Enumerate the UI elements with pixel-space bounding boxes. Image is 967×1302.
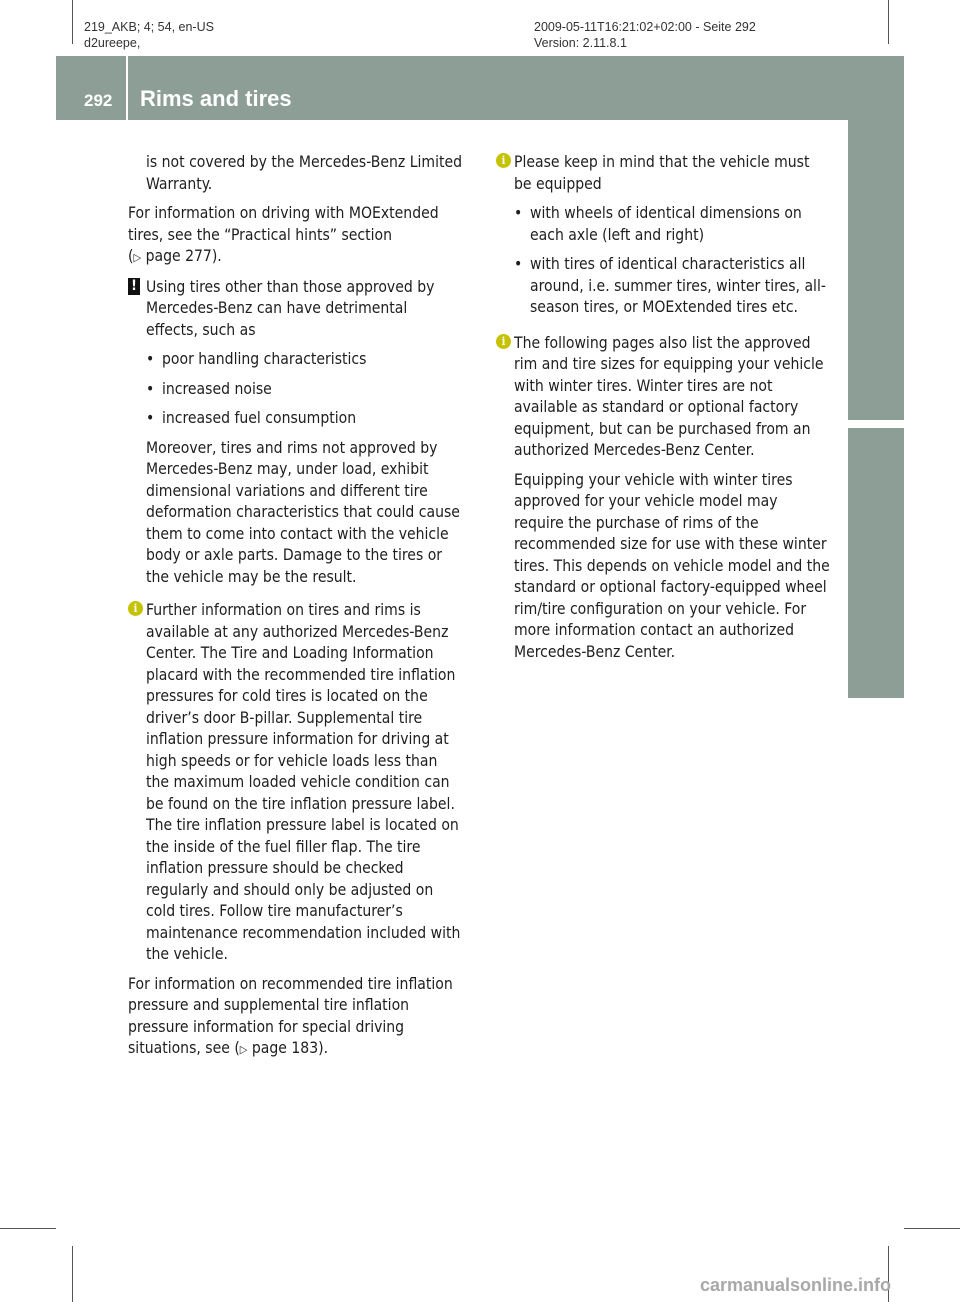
header-divider [126, 56, 128, 120]
warning-text: Using tires other than those approved by Mercedes-Benz can have detrimental effects, such as [146, 277, 435, 339]
list-item: • increased noise [146, 379, 463, 401]
info-equipment-text: Please keep in mind that the vehicle must be equipped [514, 153, 810, 193]
crop-mark-bottom-left-v [72, 1246, 73, 1302]
print-meta-right-line2: Version: 2.11.8.1 [534, 36, 627, 50]
info-notice [128, 600, 463, 966]
warning-list [146, 349, 463, 430]
page-ref-arrow-icon: ▷ [239, 1043, 248, 1056]
crop-mark-top-left-v [72, 0, 73, 44]
list-item: • with wheels of identical dimensions on each axle (left and right) [514, 203, 831, 246]
print-meta-left-line1: 219_AKB; 4; 54, en-US [84, 20, 214, 34]
info-winter-continuation: Equipping your vehicle with winter tires approved for your vehicle model may require the purchase of rims of the recommended size for use with these winter tires. This depends on vehicle model and the standard or optional factory-equipped wheel rim/tire configuration on your vehicle. For more information contact an authorized Mercedes-Benz Center. [514, 470, 830, 661]
warning-icon: ! [128, 278, 140, 295]
info-notice-winter [496, 333, 831, 664]
inflation-text: For information on recommended tire inflation pressure and supplemental tire inflation pressure information for special driving situations, see ( [128, 974, 453, 1057]
warning-notice [128, 277, 463, 589]
moextended-ref-open: ( [128, 247, 134, 265]
section-tab [848, 428, 966, 1052]
section-tab-label: Technical data [936, 873, 966, 1052]
info-notice-equipment [496, 152, 831, 319]
inflation-page-ref[interactable]: page 183). [247, 1039, 329, 1057]
moextended-page-ref[interactable]: page 277). [141, 247, 222, 265]
list-item: • with tires of identical characteristics all around, i.e. summer tires, winter tires, all-season tires, or MOExtended tires etc. [514, 254, 831, 319]
print-meta-left [84, 19, 214, 51]
warning-continuation: Moreover, tires and rims not approved by Mercedes-Benz may, under load, exhibit dimensional variations and different tire deformation characteristics that could cause them to come into contact with the vehicle body or axle parts. Damage to the tires or the vehicle may be the result. [146, 438, 460, 586]
moextended-text: For information on driving with MOExtended tires, see the “Practical hints” section [128, 204, 439, 244]
info-text: Further information on tires and rims is available at any authorized Mercedes-Benz Center. The Tire and Loading Information placard with the recommended tire inflation pressures for cold tires is located on the driver’s door B-pillar. Supplemental tire inflation pressure information for driving at high speeds or for vehicle loads less than the maximum loaded vehicle condition can be found on the tire inflation pressure label. The tire inflation pressure label is located on the inside of the fuel filler flap. The tire inflation pressure should be checked regularly and should only be adjusted on cold tires. Follow tire manufacturer’s maintenance recommendation included with the vehicle. [146, 601, 461, 963]
right-column [496, 152, 831, 671]
print-meta-left-line2: d2ureepe, [84, 36, 141, 50]
page-number: 292 [84, 91, 113, 110]
list-item: • increased fuel consumption [146, 408, 463, 430]
page-ref-arrow-icon: ▷ [133, 251, 142, 264]
equipment-list [514, 203, 831, 319]
crop-mark-bottom-right-h [904, 1228, 960, 1229]
page-title: Rims and tires [140, 86, 292, 111]
paragraph-continued: is not covered by the Mercedes-Benz Limited Warranty. [146, 153, 463, 193]
info-icon: i [496, 334, 511, 349]
info-icon: i [128, 601, 143, 616]
print-meta-right [534, 19, 756, 51]
info-icon: i [496, 153, 511, 168]
info-winter-text: The following pages also list the approved rim and tire sizes for equipping your vehicle with winter tires. Winter tires are not available as standard or optional factory equipment, but can be purchased from an authorized Mercedes-Benz Center. [514, 333, 824, 459]
section-tab-upper [848, 120, 904, 420]
print-meta-right-line1: 2009-05-11T16:21:02+02:00 - Seite 292 [534, 20, 756, 34]
crop-mark-top-right-v [888, 0, 889, 44]
paragraph-moextended [128, 203, 463, 269]
watermark: carmanualsonline.info [700, 1275, 892, 1295]
left-column [128, 152, 463, 1069]
crop-mark-bottom-left-h [0, 1228, 56, 1229]
paragraph-inflation [128, 974, 463, 1061]
list-item: • poor handling characteristics [146, 349, 463, 371]
